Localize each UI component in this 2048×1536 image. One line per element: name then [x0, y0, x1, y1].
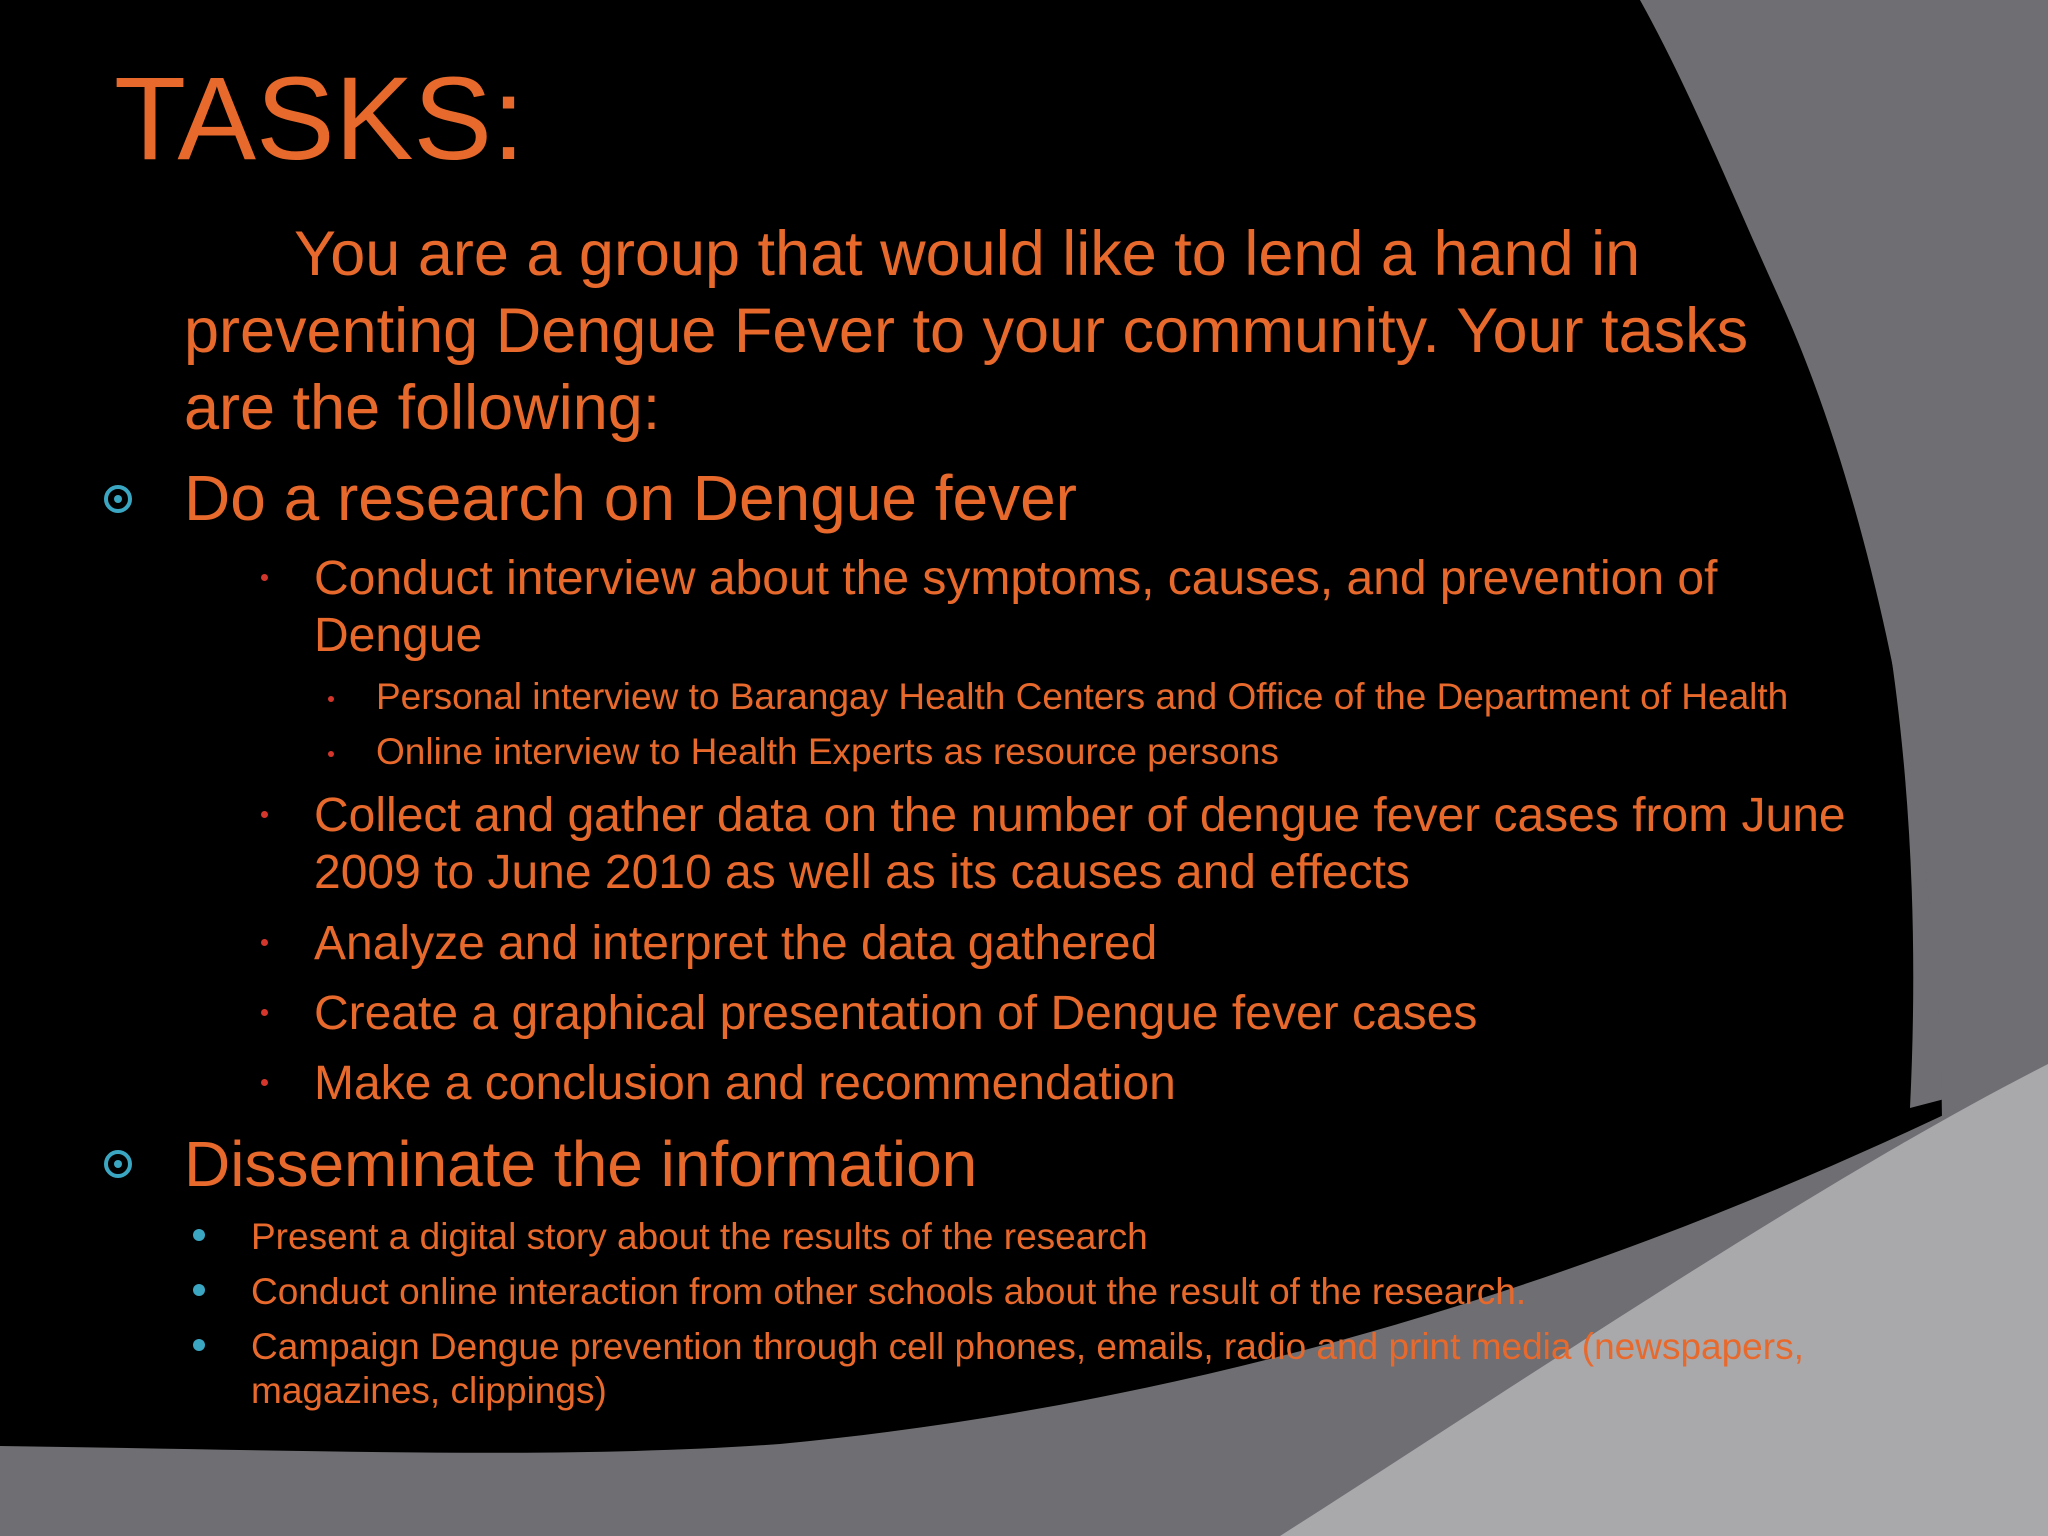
dot-bullet-icon [328, 696, 334, 702]
s2-item1: Present a digital story about the results of the research [251, 1216, 1148, 1257]
section2-heading: Disseminate the information [184, 1128, 978, 1200]
intro-line-2: preventing Dengue Fever to your community. Your tasks [184, 296, 1749, 366]
s1-item2-line1: Collect and gather data on the number of dengue fever cases from June [314, 789, 1846, 842]
dot-bullet-icon [261, 1009, 268, 1016]
s1-item3: Analyze and interpret the data gathered [314, 917, 1158, 970]
dot-bullet-icon [261, 939, 268, 946]
dot-bullet-icon [193, 1339, 205, 1351]
s1-item1-line1: Conduct interview about the symptoms, causes, and prevention of [314, 552, 1718, 605]
slide-title: TASKS: [114, 53, 525, 185]
s1-item1-line2: Dengue [314, 609, 483, 662]
s2-item3-line2: magazines, clippings) [251, 1370, 607, 1411]
dot-bullet-icon [261, 574, 268, 581]
s1-item5: Make a conclusion and recommendation [314, 1057, 1176, 1110]
dot-bullet-icon [328, 751, 334, 757]
dot-bullet-icon [261, 1079, 268, 1086]
target-bullet-icon [104, 485, 132, 513]
intro-line-3: are the following: [184, 373, 661, 443]
s1-item2-line2: 2009 to June 2010 as well as its causes and effects [314, 846, 1410, 899]
section1-heading: Do a research on Dengue fever [184, 462, 1077, 534]
dot-bullet-icon [193, 1284, 205, 1296]
intro-paragraph [184, 216, 1748, 447]
dot-bullet-icon [261, 811, 268, 818]
target-bullet-icon [104, 1150, 132, 1178]
s1-item1-sub2: Online interview to Health Experts as resource persons [376, 731, 1279, 772]
s2-item3-line1: Campaign Dengue prevention through cell phones, emails, radio and print media (newspapers, [251, 1326, 1804, 1367]
intro-line-1: You are a group that would like to lend a hand in [294, 219, 1641, 289]
s1-item4: Create a graphical presentation of Dengue fever cases [314, 987, 1478, 1040]
s2-item2: Conduct online interaction from other schools about the result of the research. [251, 1271, 1527, 1312]
s1-item1-sub1: Personal interview to Barangay Health Centers and Office of the Department of Health [376, 676, 1789, 717]
dot-bullet-icon [193, 1229, 205, 1241]
